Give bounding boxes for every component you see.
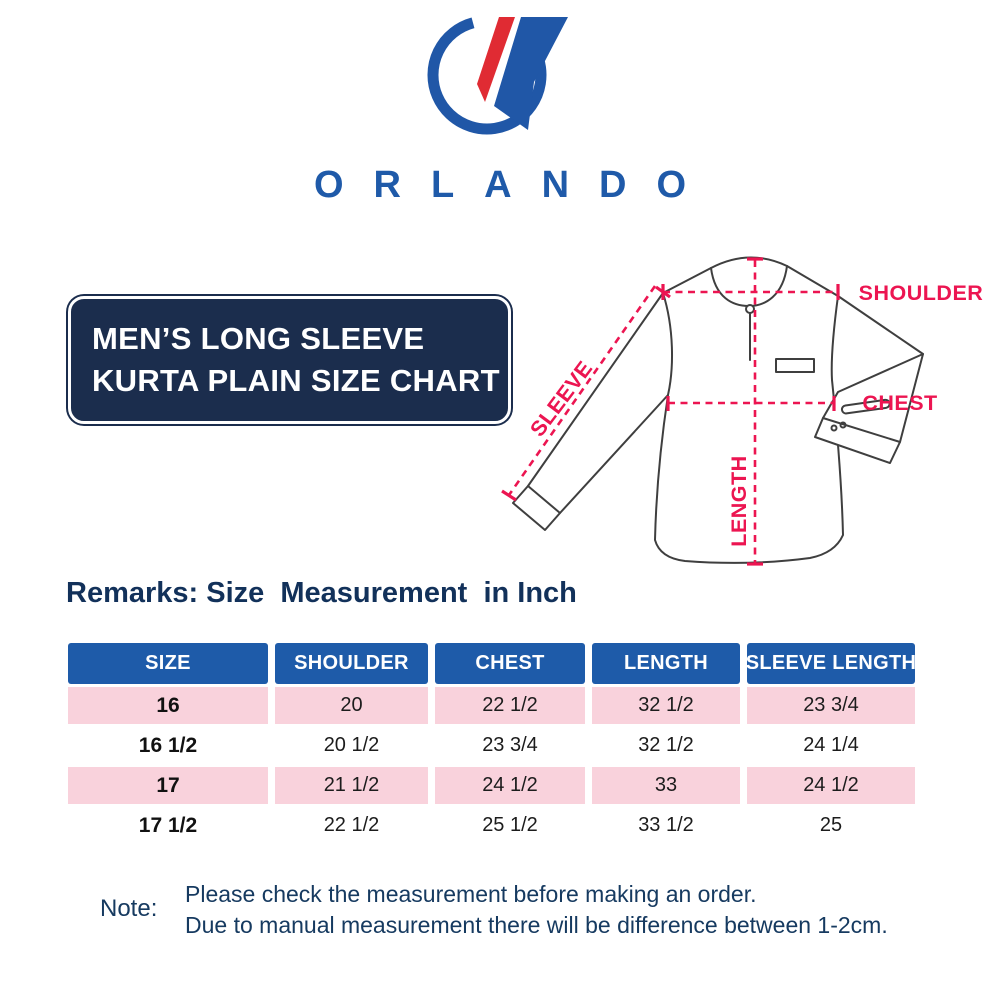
table-header-length: LENGTH: [592, 643, 740, 684]
table-cell-size: 17: [68, 767, 268, 804]
note-text: [185, 879, 888, 941]
table-cell: 21 1/2: [275, 767, 428, 804]
collar-button: [746, 305, 754, 313]
table-header-chest: CHEST: [435, 643, 585, 684]
table-cell-size: 16: [68, 687, 268, 724]
shoulder-label: SHOULDER: [858, 281, 984, 305]
note-line-1: Please check the measurement before making an order.: [185, 881, 757, 907]
table-cell: 20: [275, 687, 428, 724]
table-cell-size: 17 1/2: [138, 813, 198, 837]
kurta-diagram: [500, 248, 992, 578]
note-line-2: Due to manual measurement there will be difference between 1-2cm.: [185, 912, 888, 938]
table-header-size: SIZE: [68, 643, 268, 684]
table-cell: 24 1/2: [747, 767, 915, 804]
table-cell: 32 1/2: [592, 687, 740, 724]
table-cell: 22 1/2: [435, 687, 585, 724]
title-line-2: KURTA PLAIN SIZE CHART: [92, 363, 500, 398]
table-cell: 23 3/4: [482, 734, 538, 756]
left-sleeve-top-edge: [528, 293, 663, 486]
title-line-1: MEN’S LONG SLEEVE: [92, 321, 425, 356]
table-cell: 24 1/4: [803, 734, 859, 756]
table-cell: 22 1/2: [323, 814, 380, 836]
left-sleeve-cuff: [513, 486, 560, 530]
table-cell: 33: [592, 767, 740, 804]
table-cell-size: 16 1/2: [138, 733, 198, 757]
table-cell: 24 1/2: [435, 767, 585, 804]
left-sleeve-underarm: [560, 395, 668, 513]
table-cell: 32 1/2: [638, 734, 694, 756]
sleeve-tick-bottom: [502, 491, 516, 500]
note-label: Note:: [100, 895, 158, 922]
table-header-shoulder: SHOULDER: [275, 643, 428, 684]
title-banner: [68, 296, 511, 424]
remarks-text: Remarks: Size Measurement in Inch: [66, 577, 577, 609]
chest-label: CHEST: [862, 391, 938, 415]
table-cell: 23 3/4: [747, 687, 915, 724]
table-cell: 25 1/2: [482, 814, 538, 836]
chest-pocket: [776, 359, 814, 372]
brand-logo-icon: [425, 14, 575, 150]
size-table: [68, 643, 915, 844]
sleeve-label: SLEEVE: [525, 356, 598, 442]
table-header-sleeve-length: SLEEVE LENGTH: [747, 643, 915, 684]
length-label: LENGTH: [727, 455, 751, 547]
table-cell: 25: [819, 814, 843, 836]
table-cell: 33 1/2: [638, 814, 694, 836]
table-cell: 20 1/2: [323, 734, 380, 756]
brand-wordmark: ORLANDO: [313, 164, 717, 206]
